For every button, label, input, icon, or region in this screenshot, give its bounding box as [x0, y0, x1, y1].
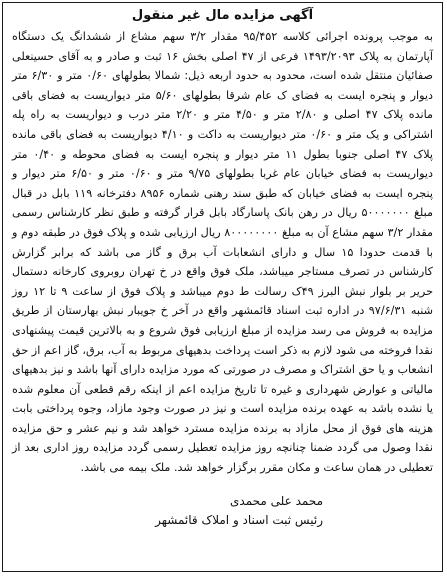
notice-frame: [2, 2, 443, 572]
signature-name: محمد علی محمدی: [230, 493, 323, 508]
signature-title: رئیس ثبت اسناد و املاک قائمشهر: [155, 512, 323, 527]
signature-block: [12, 492, 433, 530]
notice-content: [3, 3, 442, 534]
notice-title: آگهی مزایده مال غیر منقول: [131, 8, 314, 23]
notice-body: به موجب پرونده اجرائی کلاسه ۹۵/۴۵۲ مقدار ۳/۲ سهم مشاع از ششدانگ یک دستگاه آپارتمان به پلاک ۱۴۹۳/۲۰۹۳ فرعی از ۴۷ اصلی بخش ۱۶ ثبت و صادر و به آقای حسینعلی صفائیان منتقل شده است، محدود به حدود اربعه ذیل: شمالا بطولهای ۰/۶۰ متر و ۶/۳۰ متر دیوار و پنجره ایست به فضای ک عام شرقا بطولهای ۵/۶۰ متر دیواریست به فضای باقی مانده پلاک ۴۷ اصلی و ۲/۸۰ متر و ۴/۵۰ متر و ۲/۲۰ متر درب و دیواریست به راه پله اشتراکی و یک متر و ۰/۶۰ متر دیواریست به داکت و ۴/۱۰ دیواریست به فضای باقی مانده پلاک ۴۷ اصلی جنوبا بطول ۱۱ متر دیوار و پنجره ایست به فضای محوطه و ۰/۴۰ متر دیواریست به فضای خیابان عام غربا بطولهای ۹/۷۵ متر و ۰/۶۰ متر و ۶/۵۰ متر دیوار و پنجره ایست به فضای خیابان که طبق سند رهنی شماره ۸۹۵۶ دفترخانه ۱۱۹ بابل در قبال مبلغ ۵۰۰۰۰۰۰۰ ریال در رهن بانک پاسارگاد بابل قرار گرفته و طبق نظر کارشناس رسمی مقدار ۳/۲ سهم مشاع آن به مبلغ ۸۰۰۰۰۰۰۰۰ ریال ارزیابی شده و پلاک فوق در طبقه دوم و با قدمت حدودا ۱۵ سال و دارای انشعابات آب برق و گاز می باشد که برابر گزارش کارشناس در تصرف مستاجر میباشد، ملک فوق واقع در خ تهران روبروی کارخانه دستمال حریر بر بلوار نبش البرز ۴۹ک رسالت ط دوم میباشد و پلاک فوق از ساعت ۹ تا ۱۲ روز شنبه ۹۷/۶/۳۱ در اداره ثبت اسناد قائمشهر واقع در آخر خ جویبار نبش بهارستان از طریق مزایده به فروش می رسد مزایده از مبلغ ارزیابی فوق شروع و به بالاترین قیمت پیشنهادی نقدا فروخته می شود لازم به ذکر است پرداخت بدهیهای مربوط به آب، برق، گاز اعم از حق انشعاب و یا حق اشتراک و مصرف در صورتی که مورد مزایده دارای آنها باشد و نیز بدهیهای مالیاتی و عوارض شهرداری و غیره تا تاریخ مزایده اعم از اینکه رقم قطعی آن معلوم شده یا نشده باشد به عهده برنده مزایده است و نیز در صورت وجود مازاد، وجوه پرداختی بابت هزینه های فوق از محل مازاد به برنده مزایده مسترد خواهد شد و نیم عشر و حق مزایده نقدا وصول می گردد ضمنا چنانچه روز مزایده تعطیل رسمی گردد مزایده روز اداری بعد از تعطیلی در همان ساعت و مکان مقرر برگزار خواهد شد. ملک بیمه می باشد.: [12, 30, 434, 475]
